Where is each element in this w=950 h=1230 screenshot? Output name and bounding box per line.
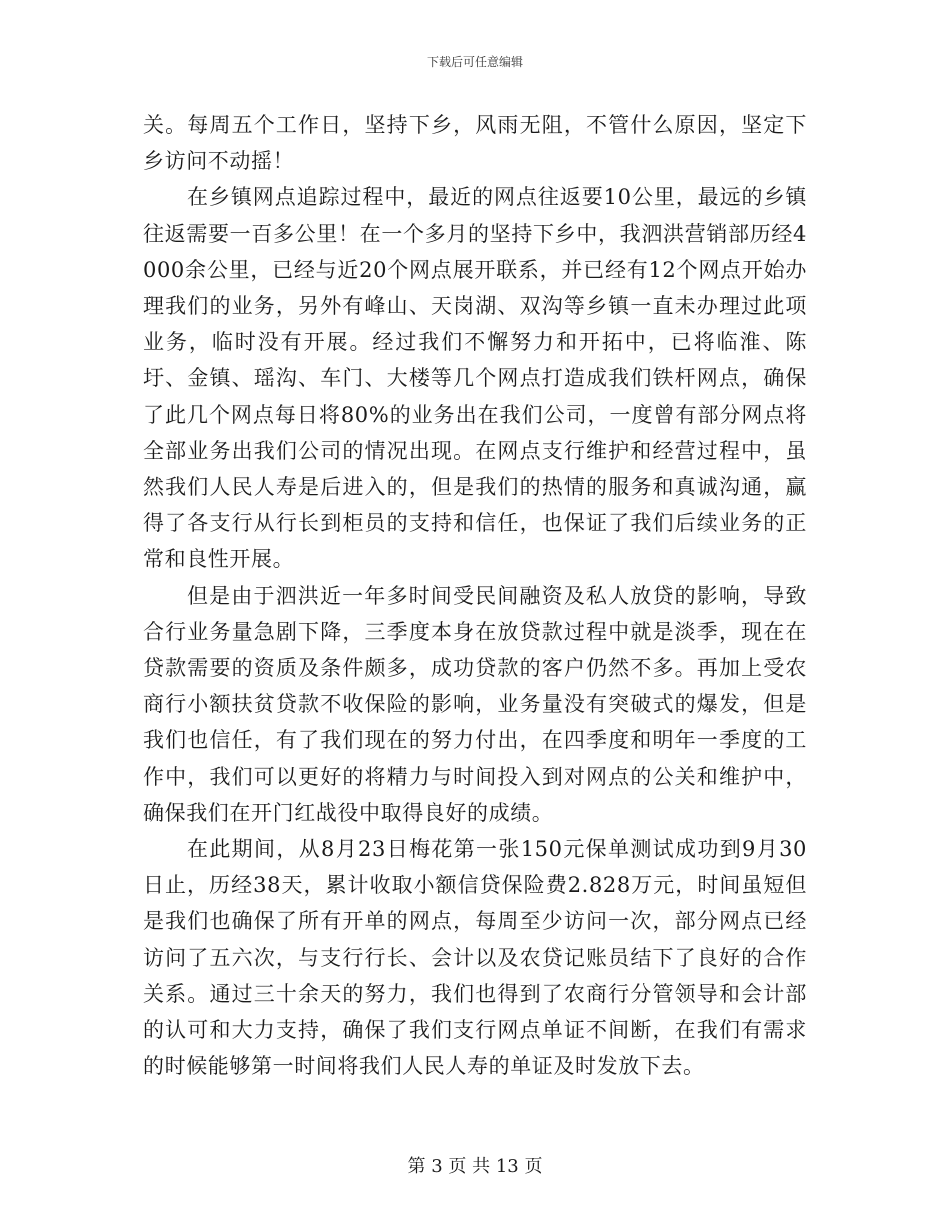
paragraph-business-decline: 但是由于泗洪近一年多时间受民间融资及私人放贷的影响，导致合行业务量急剧下降，三季度本身在放贷款过程中就是淡季，现在在贷款需要的资质及条件颇多，成功贷款的客户仍然不多。再加上受农商行小额扶贫贷款不收保险的影响，业务量没有突破式的爆发，但是我们也信任，有了我们现在的努力付出，在四季度和明年一季度的工作中，我们可以更好的将精力与时间投入到对网点的公关和维护中，确保我们在开门红战役中取得良好的成绩。 (143, 583, 807, 825)
document-body (143, 107, 807, 1084)
header-note: 下载后可任意编辑 (426, 55, 523, 69)
page-number-footer: 第 3 页 共 13 页 (407, 1156, 543, 1177)
paragraph-results-summary: 在此期间，从8月23日梅花第一张150元保单测试成功到9月30日止，历经38天，累计收取小额信贷保险费2.828万元，时间虽短但是我们也确保了所有开单的网点，每周至少访问一次，部分网点已经访问了五六次，与支行行长、会计以及农贷记账员结下了良好的合作关系。通过三十余天的努力，我们也得到了农商行分管领导和会计部的认可和大力支持，确保了我们支行网点单证不间断，在我们有需求的时候能够第一时间将我们人民人寿的单证及时发放下去。 (143, 837, 807, 1079)
paragraph-continuation: 关。每周五个工作日，坚持下乡，风雨无阻，不管什么原因，坚定下乡访问不动摇！ (143, 113, 807, 174)
paragraph-outlet-tracking: 在乡镇网点追踪过程中，最近的网点往返要10公里，最远的乡镇往返需要一百多公里！在一个多月的坚持下乡中，我泗洪营销部历经4000余公里，已经与近20个网点展开联系，并已经有12个网点开始办理我们的业务，另外有峰山、天岗湖、双沟等乡镇一直未办理过此项业务，临时没有开展。经过我们不懈努力和开拓中，已将临淮、陈圩、金镇、瑶沟、车门、大楼等几个网点打造成我们铁杆网点，确保了此几个网点每日将80%的业务出在我们公司，一度曾有部分网点将全部业务出我们公司的情况出现。在网点支行维护和经营过程中，虽然我们人民人寿是后进入的，但是我们的热情的服务和真诚沟通，赢得了各支行从行长到柜员的支持和信任，也保证了我们后续业务的正常和良性开展。 (143, 185, 807, 572)
